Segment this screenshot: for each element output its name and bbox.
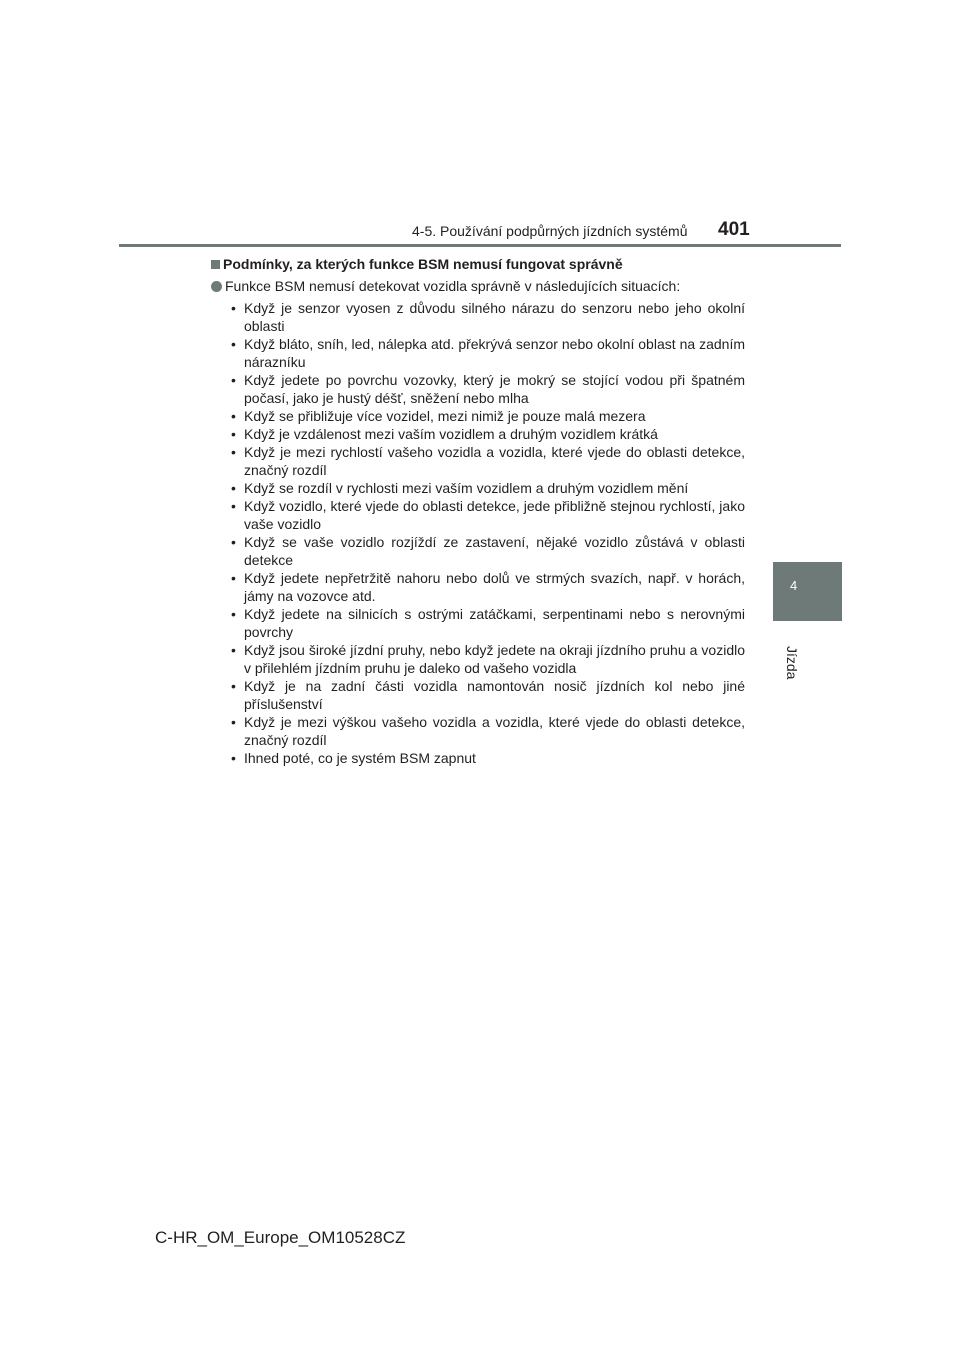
- header-divider: [119, 244, 841, 247]
- list-item: [231, 749, 745, 767]
- list-item: [231, 605, 745, 641]
- chapter-label: Jízda: [784, 646, 800, 680]
- list-item-text: Když je mezi výškou vašeho vozidla a vozidla, které vjede do oblasti detekce, značný rozdíl: [244, 714, 745, 748]
- list-item: [231, 335, 745, 371]
- list-bullet: •: [231, 444, 236, 460]
- list-item: [231, 641, 745, 677]
- round-bullet-icon: [211, 281, 222, 292]
- list-item: [231, 533, 745, 569]
- list-item-text: Když je mezi rychlostí vašeho vozidla a vozidla, které vjede do oblasti detekce, značný rozdíl: [244, 444, 745, 478]
- list-item: [231, 497, 745, 533]
- list-bullet: •: [231, 426, 236, 442]
- list-bullet: •: [231, 336, 236, 352]
- list-item-text: Když jedete po povrchu vozovky, který je mokrý se stojící vodou při špatném počasí, jako je hustý déšť, sněžení nebo mlha: [244, 372, 745, 406]
- list-item: [231, 713, 745, 749]
- page-number: 401: [718, 219, 750, 240]
- list-bullet: •: [231, 498, 236, 514]
- subheading-text: Podmínky, za kterých funkce BSM nemusí fungovat správně: [223, 256, 623, 272]
- document-code: C-HR_OM_Europe_OM10528CZ: [155, 1228, 406, 1247]
- list-item-text: Když je vzdálenost mezi vaším vozidlem a druhým vozidlem krátká: [244, 426, 658, 442]
- list-bullet: •: [231, 570, 236, 586]
- list-item: [231, 371, 745, 407]
- chapter-tab: [773, 562, 842, 621]
- list-bullet: •: [231, 606, 236, 622]
- chapter-number: 4: [790, 578, 798, 593]
- list-item-text: Když jedete nepřetržitě nahoru nebo dolů ve strmých svazích, např. v horách, jámy na vozovce atd.: [244, 570, 745, 604]
- list-item: [231, 443, 745, 479]
- list-bullet: •: [231, 678, 236, 694]
- list-bullet: •: [231, 714, 236, 730]
- list-item-text: Když se přibližuje více vozidel, mezi nimiž je pouze malá mezera: [244, 408, 646, 424]
- list-item-text: Když je senzor vyosen z důvodu silného nárazu do senzoru nebo jeho okolní oblasti: [244, 300, 745, 334]
- list-item-text: Když je na zadní části vozidla namontován nosič jízdních kol nebo jiné příslušenství: [244, 678, 745, 712]
- intro-paragraph: [211, 277, 745, 295]
- list-item: [231, 299, 745, 335]
- list-item: [231, 425, 745, 443]
- list-item-text: Když se rozdíl v rychlosti mezi vaším vozidlem a druhým vozidlem mění: [244, 480, 689, 496]
- list-bullet: •: [231, 372, 236, 388]
- main-content: [211, 255, 745, 767]
- list-bullet: •: [231, 408, 236, 424]
- section-title: 4-5. Používání podpůrných jízdních systémů: [412, 223, 688, 239]
- square-bullet-icon: [211, 260, 220, 269]
- list-item-text: Když se vaše vozidlo rozjíždí ze zastavení, nějaké vozidlo zůstává v oblasti detekce: [244, 534, 745, 568]
- situation-list: [211, 299, 745, 767]
- list-item: [231, 677, 745, 713]
- list-item: [231, 407, 745, 425]
- list-item-text: Když jsou široké jízdní pruhy, nebo když jedete na okraji jízdního pruhu a vozidlo v přilehlém jízdním pruhu je daleko od vašeho vozidla: [244, 642, 745, 676]
- list-item: [231, 569, 745, 605]
- list-item-text: Když jedete na silnicích s ostrými zatáčkami, serpentinami nebo s nerovnými povrchy: [244, 606, 745, 640]
- subheading: [211, 255, 745, 273]
- list-item-text: Když bláto, sníh, led, nálepka atd. překrývá senzor nebo okolní oblast na zadním nárazníku: [244, 336, 745, 370]
- intro-text: Funkce BSM nemusí detekovat vozidla správně v následujících situacích:: [225, 278, 681, 294]
- list-bullet: •: [231, 750, 236, 766]
- list-bullet: •: [231, 300, 236, 316]
- list-bullet: •: [231, 534, 236, 550]
- list-item-text: Ihned poté, co je systém BSM zapnut: [244, 750, 476, 766]
- list-bullet: •: [231, 480, 236, 496]
- list-item: [231, 479, 745, 497]
- list-item-text: Když vozidlo, které vjede do oblasti detekce, jede přibližně stejnou rychlostí, jako vaše vozidlo: [244, 498, 745, 532]
- list-bullet: •: [231, 642, 236, 658]
